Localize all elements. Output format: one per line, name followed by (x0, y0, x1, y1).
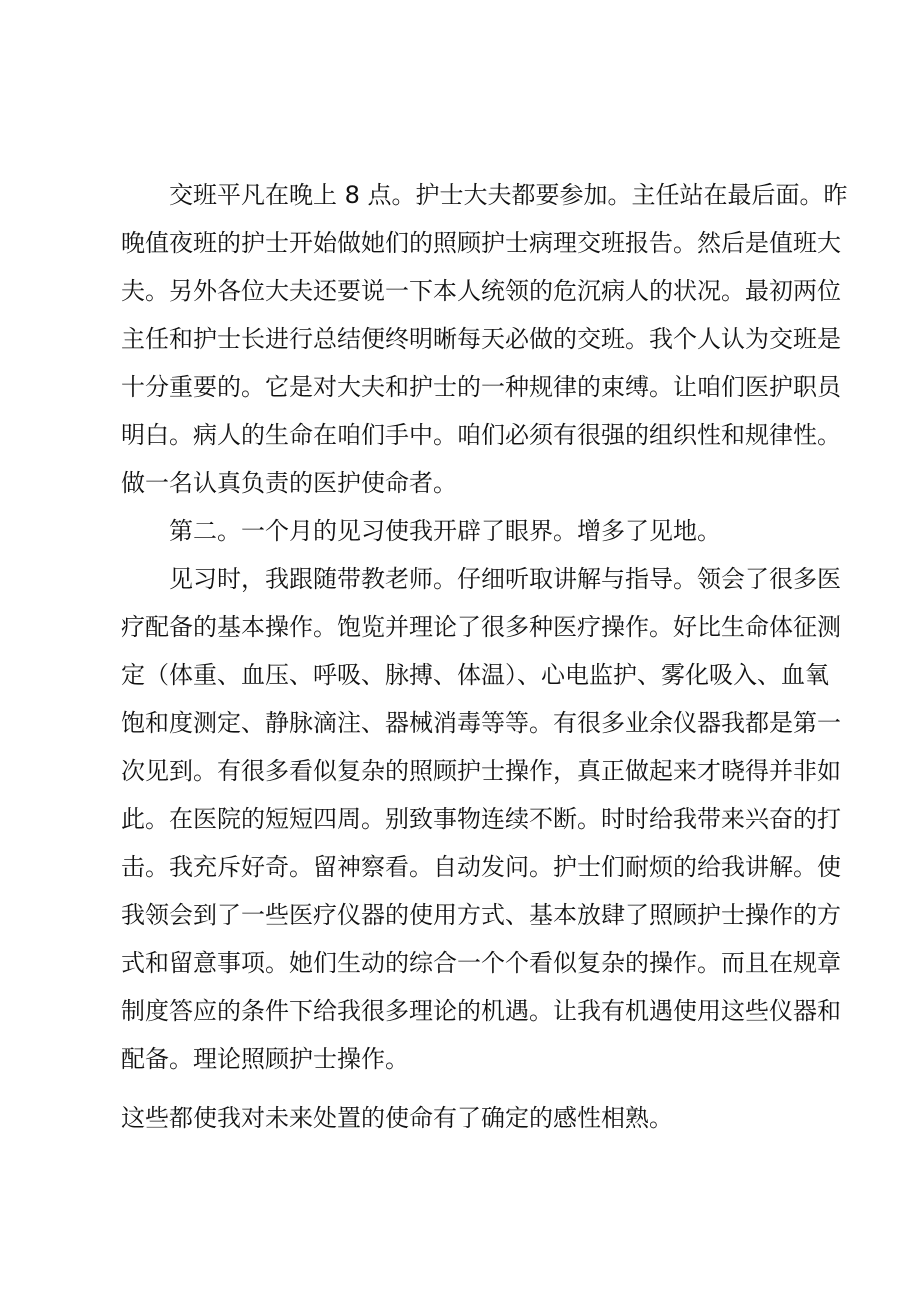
paragraph-1-line-3: 夫。另外各位大夫还要说一下本人统领的危沉病人的状况。最初两位 (121, 277, 841, 305)
paragraph-3-line-6: 此。在医院的短短四周。别致事物连续不断。时时给我带来兴奋的打 (121, 805, 841, 833)
paragraph-3-line-8: 我领会到了一些医疗仪器的使用方式、基本放肆了照顾护士操作的方 (121, 901, 841, 929)
paragraph-3-line-2: 疗配备的基本操作。饱览并理论了很多种医疗操作。好比生命体征测 (121, 613, 841, 641)
paragraph-3-line-9: 式和留意事项。她们生动的综合一个个看似复杂的操作。而且在规章 (121, 949, 841, 977)
paragraph-2-line-1: 第二。一个月的见习使我开辟了眼界。增多了见地。 (169, 517, 721, 545)
paragraph-3-line-1: 见习时，我跟随带教老师。仔细听取讲解与指导。领会了很多医 (169, 565, 841, 593)
paragraph-3-line-11: 配备。理论照顾护士操作。 (121, 1045, 409, 1073)
paragraph-3-line-4: 饱和度测定、静脉滴注、器械消毒等等。有很多业余仪器我都是第一 (121, 709, 841, 737)
paragraph-4-line-1: 这些都使我对未来处置的使命有了确定的感性相熟。 (121, 1104, 673, 1132)
paragraph-1-line-1: 交班平凡在晚上 8 点。护士大夫都要参加。主任站在最后面。昨 (169, 181, 848, 209)
paragraph-1-line-4: 主任和护士长进行总结便终明晰每天必做的交班。我个人认为交班是 (121, 325, 841, 353)
paragraph-1-line-7: 做一名认真负责的医护使命者。 (121, 469, 457, 497)
paragraph-3-line-5: 次见到。有很多看似复杂的照顾护士操作，真正做起来才晓得并非如 (121, 757, 841, 785)
paragraph-3-line-7: 击。我充斥好奇。留神察看。自动发问。护士们耐烦的给我讲解。使 (121, 853, 841, 881)
paragraph-3-line-3: 定（体重、血压、呼吸、脉搏、体温）、心电监护、雾化吸入、血氧 (121, 661, 829, 689)
paragraph-3-line-10: 制度答应的条件下给我很多理论的机遇。让我有机遇使用这些仪器和 (121, 997, 841, 1025)
paragraph-1-line-5: 十分重要的。它是对大夫和护士的一种规律的束缚。让咱们医护职员 (121, 373, 841, 401)
paragraph-1-line-6: 明白。病人的生命在咱们手中。咱们必须有很强的组织性和规律性。 (121, 421, 841, 449)
paragraph-1-line-2: 晚值夜班的护士开始做她们的照顾护士病理交班报告。然后是值班大 (121, 229, 841, 257)
